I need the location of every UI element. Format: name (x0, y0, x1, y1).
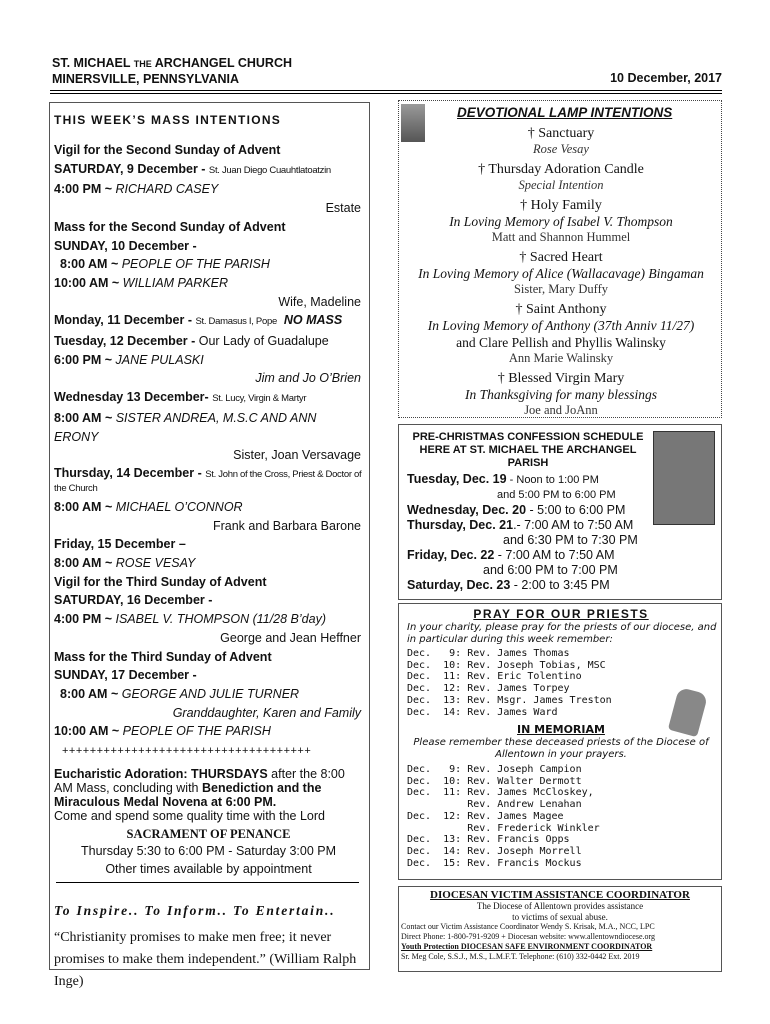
confession-rows (407, 472, 638, 593)
mass-line: 8:00 AM ~ SISTER ANDREA, M.S.C AND ANN ERONY (54, 410, 317, 444)
mass-list (54, 141, 363, 741)
lamp-donor: Joe and JoAnn (524, 403, 598, 417)
lamp-memory-cont: and Clare Pellish and Phyllis Walinsky (456, 335, 666, 350)
lamps-title: DEVOTIONAL LAMP INTENTIONS (457, 105, 673, 120)
youth-protection: Youth Protection DIOCESAN SAFE ENVIRONMENT COORDINATOR (401, 942, 653, 951)
mass-line: Tuesday, 12 December - Our Lady of Guadalupe (54, 334, 329, 349)
church-name: ST. MICHAEL THE ARCHANGEL CHURCH (52, 56, 293, 70)
lamp-donor: Sister, Mary Duffy (513, 282, 609, 296)
mass-line: Vigil for the Third Sunday of Advent (54, 574, 267, 589)
divider-plus: ++++++++++++++++++++++++++++++++++++ (62, 745, 312, 758)
mass-line: Mass for the Third Sunday of Advent (54, 649, 272, 664)
victim-title: DIOCESAN VICTIM ASSISTANCE COORDINATOR (430, 889, 690, 901)
mass-line: 6:00 PM ~ JANE PULASKI (54, 352, 204, 367)
mass-line: 10:00 AM ~ WILLIAM PARKER (54, 275, 229, 290)
penance-appointment: Other times available by appointment (105, 862, 312, 877)
mass-line: Mass for the Second Sunday of Advent (54, 219, 286, 234)
mass-line: Monday, 11 December - St. Damasus I, Pope NO MASS (54, 313, 343, 328)
quote: “Christianity promises to make men free; it never promises to make them independent.” (William Ralph Inge) (54, 930, 357, 990)
lamp-name: † Sacred Heart (519, 250, 603, 265)
penance-times: Thursday 5:30 to 6:00 PM - Saturday 3:00 PM (81, 844, 336, 859)
mass-line: Sister, Joan Versavage (233, 448, 361, 463)
confession-row: Friday, Dec. 22 - 7:00 AM to 7:50 AM (407, 548, 615, 562)
confession-row: and 6:00 PM to 7:00 PM (483, 563, 618, 577)
lamp-donor: Ann Marie Walinsky (508, 351, 614, 365)
lamp-donor: Matt and Shannon Hummel (491, 230, 631, 244)
memoriam-intro: Please remember these deceased priests of the Diocese of Allentown in your prayers. (413, 737, 709, 760)
mass-line: Frank and Barbara Barone (212, 518, 361, 533)
confession-row: Saturday, Dec. 23 - 2:00 to 3:45 PM (407, 578, 610, 592)
lamp-name: † Sanctuary (527, 126, 595, 141)
priests-title: PRAY FOR OUR PRIESTS (473, 607, 649, 621)
lamp-memory: In Thanksgiving for many blessings (465, 387, 657, 402)
mass-line: Friday, 15 December – (54, 537, 186, 552)
victim-line: The Diocese of Allentown provides assistance (476, 901, 644, 911)
mass-line: 8:00 AM ~ ROSE VESAY (54, 556, 196, 571)
confession-row: and 6:30 PM to 7:30 PM (503, 533, 638, 547)
mass-line: 8:00 AM ~ GEORGE AND JULIE TURNER (60, 686, 300, 701)
church-town: MINERSVILLE, PENNSYLVANIA (52, 72, 240, 86)
lamp-name: † Holy Family (520, 198, 602, 213)
penance-title: SACRAMENT OF PENANCE (126, 827, 291, 842)
header-rule (50, 90, 722, 94)
adoration-invite: Come and spend some quality time with the Lord (54, 809, 325, 824)
left-rule (56, 882, 359, 883)
mass-line: Estate (325, 201, 361, 216)
lamp-memory: In Loving Memory of Isabel V. Thompson (449, 214, 673, 229)
pray-for-priests-panel (398, 603, 722, 880)
mass-line: Wife, Madeline (278, 294, 361, 309)
mass-line: SUNDAY, 10 December - (54, 238, 197, 253)
mass-intentions-title: THIS WEEK’S MASS INTENTIONS (54, 113, 282, 127)
mass-line: 4:00 PM ~ RICHARD CASEY (54, 182, 219, 197)
mass-line: Wednesday 13 December- St. Lucy, Virgin & Martyr (54, 390, 307, 405)
memoriam-title: IN MEMORIAM (517, 723, 605, 736)
confession-title: PRE-CHRISTMAS CONFESSION SCHEDULE HERE AT ST. MICHAEL THE ARCHANGEL PARISH (412, 431, 644, 469)
victim-contact: Contact our Victim Assistance Coordinator Wendy S. Krisak, M.A., NCC, LPC (401, 922, 655, 931)
mass-line: 8:00 AM ~ PEOPLE OF THE PARISH (60, 257, 270, 272)
mass-line: 10:00 AM ~ PEOPLE OF THE PARISH (54, 724, 271, 739)
lamp-name: † Thursday Adoration Candle (478, 162, 644, 177)
youth-coordinator: Sr. Meg Cole, S.S.J., M.S., L.M.F.T. Telephone: (610) 332-0442 Ext. 2019 (401, 952, 640, 961)
priests-intro: In your charity, please pray for the priests of our diocese, and in particular during this week remember: (407, 622, 717, 645)
bulletin-date: 10 December, 2017 (610, 71, 722, 85)
inspire-heading: To Inspire.. To Inform.. To Entertain.. (54, 903, 336, 919)
confession-row: and 5:00 PM to 6:00 PM (497, 489, 616, 501)
mass-line: 4:00 PM ~ ISABEL V. THOMPSON (11/28 B’day) (54, 612, 326, 627)
lamp-name: † Blessed Virgin Mary (497, 371, 625, 386)
mass-intentions-panel (49, 102, 370, 990)
mass-line: Granddaughter, Karen and Family (172, 705, 361, 720)
confession-row: Tuesday, Dec. 19 - Noon to 1:00 PM (407, 472, 599, 486)
mass-line: 8:00 AM ~ MICHAEL O’CONNOR (54, 499, 243, 514)
lamp-memory: In Loving Memory of Alice (Wallacavage) Bingaman (418, 266, 704, 281)
lamp-donor: Rose Vesay (533, 142, 589, 156)
lamp-list (399, 125, 723, 418)
mass-line: Jim and Jo O’Brien (255, 371, 361, 386)
lamp-memory: In Loving Memory of Anthony (37th Anniv 11/27) (427, 318, 695, 333)
victim-line: to victims of sexual abuse. (512, 911, 608, 922)
priests-list: Dec. 9: Rev. James Thomas Dec. 10: Rev. Joseph Tobias, MSC Dec. 11: Rev. Eric Tolentino Dec. 12: Rev. James Torpey Dec. 13: Rev. Msgr. James Treston Dec. 14: Rev. James Ward (407, 648, 612, 718)
devotional-lamps-panel (398, 100, 722, 418)
mass-line: Thursday, 14 December - St. John of the Cross, Priest & Doctor of the Church (54, 465, 362, 494)
adoration-notice: Eucharistic Adoration: THURSDAYS after the 8:00 AM Mass, concluding with Benediction and the Miraculous Medal Novena at 6:00 PM. (54, 767, 345, 810)
mass-line: SATURDAY, 9 December - St. Juan Diego Cuauhtlatoatzin (54, 161, 331, 176)
confessional-image (653, 431, 715, 525)
confession-row: Wednesday, Dec. 20 - 5:00 to 6:00 PM (407, 503, 626, 517)
mass-line: Vigil for the Second Sunday of Advent (54, 143, 281, 157)
victim-assistance-panel (398, 886, 722, 972)
lamp-name: † Saint Anthony (515, 302, 607, 317)
mass-line: George and Jean Heffner (220, 630, 361, 645)
lamp-donor: Special Intention (518, 178, 604, 192)
victim-phone: Direct Phone: 1-800-791-9209 + Diocesan website: www.allentowndiocese.org (401, 932, 656, 941)
confession-panel (398, 424, 722, 600)
mass-line: SATURDAY, 16 December - (54, 593, 213, 608)
church-header (52, 56, 292, 87)
confession-row: Thursday, Dec. 21.- 7:00 AM to 7:50 AM (407, 518, 634, 532)
memoriam-list: Dec. 9: Rev. Joseph Campion Dec. 10: Rev. Walter Dermott Dec. 11: Rev. James McCloskey, Rev. Andrew Lenahan Dec. 12: Rev. James Magee Rev. Frederick Winkler Dec. 13: Rev. Francis Opps Dec. 14: Rev. Joseph Morrell Dec. 15: Rev. Francis Mockus (407, 764, 600, 869)
mass-line: SUNDAY, 17 December - (54, 668, 197, 683)
